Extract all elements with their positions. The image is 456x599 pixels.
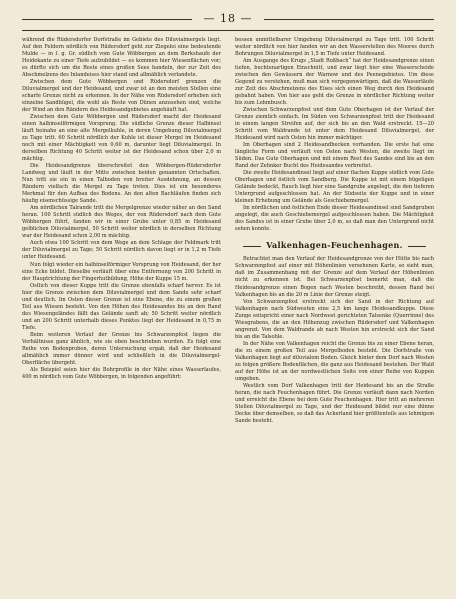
paragraph: Im Oberhagen sind 2 Heidesandbecken vorhanden. Die erste hat eine längliche Form und verläuft von Osten nach Westen, die zweite liegt im Süden. Das Gute Oberhagen und mit einem Rest des Sandes sind bis an den Rand der Zehnker Bucht des Heidesandes verbreitet. [235, 142, 434, 170]
paragraph: während die Rüdersdorfer Dorfstraße im Gebiete des Diluvialmergels liegt. Auf den Feldern nördlich von Rüdersdorf geht zur Ziegelei eine bedeutende Mulde — in ſ. g. Gr. südlich vom Gute Wöbbergen an dem Berkshaufe der Heidekante zu einer Tiefe aufzubildet — es kommen hier Wiesenflächen vor; es dürfte sich um die Reste eines großen Sees handeln, der zur Zeit des Abschmelzens des Inlandeises hier stand und allmählich verlandete. [22, 37, 221, 79]
paragraph: Im nördlichen und östlichen Ende dieser Heidesandinsel sind Sandgruben angelegt, die auch Geschiebemergel aufgeschlossen haben. Die Mächtigkeit des Sandes ist in einer Grube über 2,0 m, so daß man den Untergrund nicht sehen konnte. [235, 205, 434, 233]
paragraph: Westlich vom Dorf Valkenhagen tritt der Heidesand bis an die Straße heran, die nach Feuchenhagen führt. Die Grenze verläuft dann nach Norden und erreicht die Ebene bei dem Gute Feuchenhagen. Hier tritt an mehreren Stellen Diluvialmergel zu Tage, und der Heidesand bildet nur eine dünne Decke über demselben, so daß das Ackerland hier größtenteils aus lehmigem Sande besteht. [235, 382, 434, 424]
left-column [22, 37, 221, 425]
paragraph: Am nördlichen Talrande tritt die Mergelgrenze wieder näher an den Sand heran. 100 Schritt südlich des Weges, der von Rüdersdorf nach dem Gute Wöbbergen führt, fanden wir in einer Grube unter 0,85 m Heidesand gelblichen Diluvialmergel, 50 Schritt weiter nördlich in derselben Richtung war der Heidesand schon 2,00 m mächtig. [22, 205, 221, 240]
section-title: Valkenhagen-Feuchenhagen. [235, 240, 434, 250]
paragraph: Nun folgt wieder ein halbinselförmiger Vorsprung von Heidesand, der her eine Ecke bildet. Dieselbe verläuft über eine Entfernung von 200 Schritt in der Hauptrichtung der Fingerhutbildung, Höhe der Kuppe 15 m. [22, 261, 221, 282]
paragraph: Zwischen dem Gute Wöbbergen und Rüdersdorf macht der Heidesand einen halbinselförmigen Vorsprung. Die südliche Grenze dieser Halbinsel läuft beinahe an eine alte Mergelkuhle, in deren Umgebung Diluvialmergel zu Tage tritt. 60 Schritt nördlich der Kuhle ist dieser Mergel im Heidesand noch mit einer Mächtigkeit von 0,60 m, darunter liegt Diluvialmergel. In derselben Richtung 40 Schritt weiter ist der Heidesand schon über 2,0 m mächtig. [22, 114, 221, 163]
paragraph: Zwischen dem Gute Wöbbergen und Rüdersdorf grenzen die Diluvialmergel und der Heidesand, und zwar ist an den meisten Stellen eine scharfe Grenze nicht zu erkennen. In der Nähe von Rüdersdorf erheben sich einzelne Sandhügel, die wohl als Reste von Dünen anzusehen sind, welche der Wind an den Rändern des Heidesandgebietes angehäuft hat. [22, 79, 221, 114]
paragraph: Die zweite Heidesandinsel liegt auf einer flachen Kuppe südlich vom Gute Oberhagen und östlich vom Sandberg. Die Kuppe ist mit einem hügeligen Gelände bedeckt, Rauch liegt hier eine Sandgrube angelegt, die den tieferen Untergrund aufgeschlossen hat. An der Südseite der Kuppe und in einer kleinen Erhebung um Gelände als Geschiebemergel. [235, 170, 434, 205]
right-column [235, 37, 434, 425]
paragraph: Am Ausgange des Krugs „Stadt Roßbach“ hat der Heidesandgrenze einen tiefen, buchtenartigen Einschnitt, und zwar liegt hier eine Wasserscheide zwischen den Gewässern der Warnow und des Peenegebietes. Um diese Gegend zu verstehen, muß man sich vergegenwärtigen, daß die Wasserläufe zur Zeit des Abschmelzens des Eises sich einen Weg durch den Heidesand gebahnt haben. Von hier aus geht die Grenze in nördlicher Richtung weiter bis zum Lehmbusch. [235, 58, 434, 107]
page-header [22, 10, 434, 31]
paragraph: Ostlich von dieser Kuppe tritt die Grenze ebenfalls scharf hervor. Es ist hier die Grenze zwischen dem Diluvialmergel und dem Sande sehr scharf und deutlich. Im Osten dieser Grenze ist eine Ebene, die zu einem großen Teil aus Wiesen besteht. Von den Höhen des Heidesandes bis an den Rand des Wiesengeländes fällt das Gelände sanft ab; 50 Schritt weiter nördlich und an 200 Schritt unterhalb dieses Punktes liegt der Heidesand in 0,75 m Tiefe. [22, 282, 221, 331]
paragraph: Zwischen Schwarzenpfost und dem Gute Oberhagen ist der Verlauf der Grenze ziemlich einfach. Im Süden von Schwarzenpfost tritt der Heidesand in einem langen Streifen auf, der sich bis an den Wald erstreckt. 15—20 Schritt vom Waldrande ist unter dem Heidesand Diluvialmergel, der Heidesand wird nach Osten hin immer mächtiger. [235, 107, 434, 142]
page-number: — 18 — [203, 12, 253, 25]
paragraph: Als Beispiel seien hier die Bohrprofile in der Nähe eines Wasserlaufes, 400 m nördlich vom Gute Wöbbergen, in folgenden angeführt: [22, 366, 221, 380]
header-rule-right [264, 19, 434, 20]
paragraph: Auch etwa 100 Schritt von dem Wege an dem Schlage der Feldmark tritt der Diluvialmergel zu Tage; 50 Schritt nördlich davon liegt er in 1,2 m Tiefe unter Heidesand. [22, 240, 221, 261]
text-columns [22, 37, 434, 425]
paragraph: Betrachtet man den Verlauf der Heidesandgrenze von der Hütte bis nach Schwarzenpfost auf einer mit Höhenlinien versehenen Karte, so sieht man, daß im Zusammenhang mit der Grenze auf dem Verlauf der Höhenlinien nicht zu erkennen ist. Bei Schwarzenpfost bemerkt man, daß die Heidesandgrenze einen Bogen nach Westen beschreibt, dessen Rand bei Valkenhagen bis an die 20 m Linie der Grenze steigt. [235, 256, 434, 298]
paragraph: Die Heidesandgrenze überschreitet den Wöbbergen-Rüdersdorfer Landweg und läuft in der Mitte zwischen beiden genannten Ortschaften. Nun tritt sie ein in einen Talboden von breiter Ausdehnung, an dessen Rändern vielfach die Mergel zu Tage treten. Dies ist ein besonderes Merkmal für den Aufbau des Bodens. An den alten Bachläufen finden sich häufig eisenschüssige Sande. [22, 163, 221, 205]
paragraph: bessen unmittelbarer Umgebung Diluvialmergel zu Tage tritt. 100 Schritt weiter nördlich von hier fanden wir an den Wasserstellen des Moores durch Bohrungen Diluvialmergel in 1,5 m Tiefe unter Heidesand. [235, 37, 434, 58]
paragraph: Beim weiteren Verlauf der Grenze bis Schwarzenpfost liegen die Verhältnisse ganz ähnlich, wie sie oben beschrieben wurden. Es folgt eine Reihe von Bodenproben, deren Untersuchung ergab, daß der Heidesand allmählich immer dünner wird und schließlich in die Diluvialmergel-Oberfläche übergeht. [22, 331, 221, 366]
paragraph: Von Schwarzenpfost erstreckt sich der Sand in der Richtung auf Valkenhagen nach Südwesten eine 2,5 km lange Heidesandkuppe. Diese Zunge entspricht einer nach Nordwest gerichteten Talsenke (Querrinne) des Wiesgrabens, die an den Höhenzug zwischen Rüdersdorf und Valkenhagen angrenzt. Von dem Waldrande ab nach Westen hin erstreckt sich der Sand bis an die Talsohle. [235, 298, 434, 340]
paragraph: In der Nähe von Valkenhagen reicht die Grenze bis zu einer Ebene heran, die zu einem großen Teil aus Mergelboden besteht. Die Dorfstraße von Valkenhagen liegt auf diluvialem Boden. Gleich hinter dem Dorf nach Westen zu folgen größere Bodenflächen, die ganz aus Heidesand bestehen. Der Wald auf der Höhe ist an der nordwestlichen Seite von einer Reihe von Kuppen umgeben. [235, 340, 434, 382]
